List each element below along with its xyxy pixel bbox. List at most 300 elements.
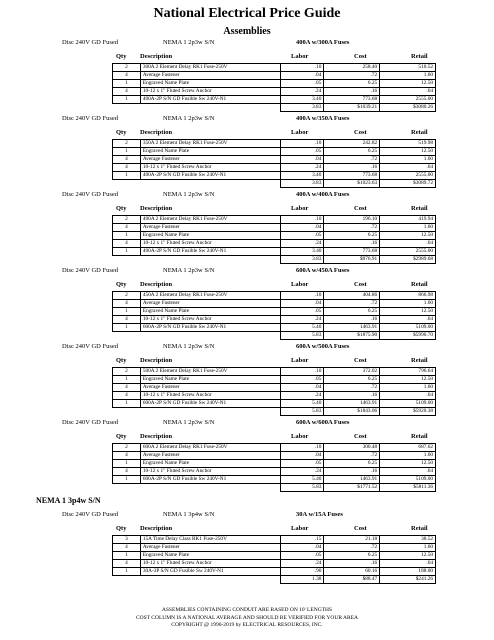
total-spacer [140,484,280,492]
cell-cost: 1463.91 [324,476,380,484]
assembly-amperage: 600A w/450A Fuses [296,267,350,274]
assembly-heading [0,418,494,430]
total-row [113,332,436,340]
table-row [113,300,436,308]
table-row [113,224,436,232]
page-title: National Electrical Price Guide [153,6,341,21]
cell-retail: 5109.00 [380,400,436,408]
header-description: Description [140,281,173,288]
total-retail: $5811.36 [380,484,436,492]
total-spacer [140,180,280,188]
assembly-heading [0,38,494,50]
total-spacer [113,256,141,264]
cell-labor: .24 [280,164,324,172]
assembly-type: NEMA 1 2p3w S/N [163,39,215,46]
cell-retail: .64 [380,392,436,400]
table-row [113,536,436,544]
assembly-heading [0,266,494,278]
assembly-heading [0,190,494,202]
table-row [113,248,436,256]
total-labor: 3.83 [280,180,324,188]
cell-labor: .05 [280,552,324,560]
header-retail: Retail [411,129,428,136]
cell-labor: .24 [280,560,324,568]
assembly-heading [0,114,494,126]
cell-retail: 1.60 [380,72,436,80]
cell-cost: .72 [324,384,380,392]
cell-labor: .15 [280,536,324,544]
cell-qty: 1 [113,400,141,408]
cell-description: 600A 2 Element Delay RK1 Fuse-250V [140,444,280,452]
cell-qty: 4 [113,560,141,568]
cell-retail: 1.60 [380,384,436,392]
cell-labor: .05 [280,80,324,88]
cell-description: Engraved Name Plate [140,552,280,560]
cell-description: 10-12 x 1" Fluted Screw Anchor [140,316,280,324]
cell-description: 10-12 x 1" Fluted Screw Anchor [140,164,280,172]
cell-retail: 1.60 [380,224,436,232]
assembly-prefix: Disc 240V GD Fused [62,267,119,274]
cell-qty: 1 [113,324,141,332]
page-subtitle: Assemblies [223,26,271,37]
cell-retail: 12.50 [380,552,436,560]
cell-description: 400A 2 Element Delay RK1 Fuse-250V [140,216,280,224]
column-header-row [0,280,494,291]
cell-cost: 773.68 [324,172,380,180]
header-labor: Labor [291,129,309,136]
table-row [113,444,436,452]
cell-qty: 4 [113,392,141,400]
cell-cost: 6.25 [324,148,380,156]
cell-labor: .05 [280,376,324,384]
cell-description: 15A Time Delay Class RK1 Fuse-250V [140,536,280,544]
cell-cost: 300.48 [324,444,380,452]
total-retail: $241.26 [380,576,436,584]
total-labor: 5.83 [280,484,324,492]
table-row [113,240,436,248]
cell-cost: .72 [324,72,380,80]
cell-retail: 188.00 [380,568,436,576]
cell-qty: 1 [113,148,141,156]
category-heading: NEMA 1 3p4w S/N [36,496,101,505]
table-row [113,156,436,164]
cell-labor: .05 [280,148,324,156]
cell-retail: .64 [380,88,436,96]
cell-qty: 4 [113,384,141,392]
cell-cost: 21.18 [324,536,380,544]
cell-description: 10-12 x 1" Fluted Screw Anchor [140,88,280,96]
assembly-amperage: 600A w/600A Fuses [296,419,350,426]
cell-labor: .04 [280,72,324,80]
total-spacer [113,104,141,112]
cell-retail: 12.50 [380,148,436,156]
column-header-row [0,204,494,215]
cell-labor: .10 [280,140,324,148]
page-footer [0,607,494,630]
assembly-type: NEMA 1 2p3w S/N [163,419,215,426]
cell-cost: .16 [324,88,380,96]
cell-retail: .64 [380,164,436,172]
assembly-heading [0,342,494,354]
cell-labor: 3.40 [280,96,324,104]
header-labor: Labor [291,433,309,440]
cell-labor: .04 [280,300,324,308]
header-description: Description [140,205,173,212]
total-spacer [113,408,141,416]
total-spacer [140,332,280,340]
cell-retail: 2555.00 [380,248,436,256]
total-row [113,576,436,584]
cell-description: 10-12 x 1" Fluted Screw Anchor [140,560,280,568]
cell-description: Average Fastener [140,300,280,308]
cell-retail: 2555.00 [380,96,436,104]
cell-cost: 6.25 [324,552,380,560]
table-row [113,216,436,224]
assembly-table [112,139,436,188]
cell-retail: .64 [380,468,436,476]
cell-description: Engraved Name Plate [140,308,280,316]
cell-qty: 3 [113,536,141,544]
cell-qty: 1 [113,232,141,240]
table-row [113,392,436,400]
header-labor: Labor [291,281,309,288]
header-description: Description [140,129,173,136]
cell-qty: 2 [113,216,141,224]
cell-description: Engraved Name Plate [140,376,280,384]
table-row [113,568,436,576]
cell-qty: 4 [113,316,141,324]
cell-description: Average Fastener [140,224,280,232]
total-spacer [140,256,280,264]
table-row [113,96,436,104]
assembly-type: NEMA 1 2p3w S/N [163,115,215,122]
total-cost: $976.91 [324,256,380,264]
total-cost: $1771.52 [324,484,380,492]
cell-labor: .04 [280,384,324,392]
cell-retail: 2555.00 [380,172,436,180]
cell-labor: .10 [280,292,324,300]
cell-retail: 38.52 [380,536,436,544]
cell-cost: 1463.91 [324,400,380,408]
cell-cost: 6.25 [324,80,380,88]
cell-description: Average Fastener [140,72,280,80]
column-header-row [0,128,494,139]
column-header-row [0,52,494,63]
total-row [113,484,436,492]
header-labor: Labor [291,205,309,212]
cell-qty: 4 [113,452,141,460]
cell-labor: .10 [280,368,324,376]
column-header-row [0,356,494,367]
cell-retail: 1.60 [380,300,436,308]
total-retail: $2989.68 [380,256,436,264]
cell-retail: 12.50 [380,460,436,468]
header-retail: Retail [411,205,428,212]
cell-qty: 1 [113,80,141,88]
total-spacer [113,332,141,340]
cell-qty: 4 [113,300,141,308]
header-qty: Qty [116,281,127,288]
table-row [113,476,436,484]
total-cost: $1039.21 [324,104,380,112]
cell-description: 600A-2P S/N GD Fusible Sw 240V-N1 [140,476,280,484]
cell-retail: .64 [380,240,436,248]
cell-retail: 1.60 [380,544,436,552]
cell-cost: 6.25 [324,376,380,384]
total-labor: 3.83 [280,104,324,112]
cell-qty: 2 [113,368,141,376]
total-labor: 3.83 [280,256,324,264]
cell-cost: 6.25 [324,232,380,240]
cell-labor: .05 [280,308,324,316]
total-labor: 5.83 [280,408,324,416]
header-qty: Qty [116,205,127,212]
cell-cost: 372.02 [324,368,380,376]
assembly-table [112,443,436,492]
total-spacer [113,484,141,492]
assembly-type: NEMA 1 3p4w S/N [163,511,215,518]
cell-description: Average Fastener [140,544,280,552]
cell-retail: 12.50 [380,232,436,240]
cell-qty: 1 [113,568,141,576]
cell-description: 600A-2P S/N GD Fusible Sw 240V-N1 [140,400,280,408]
cell-labor: .04 [280,156,324,164]
assembly-prefix: Disc 240V GD Fused [62,343,119,350]
total-retail: $3080.26 [380,104,436,112]
cell-labor: .10 [280,216,324,224]
header-cost: Cost [354,525,367,532]
cell-description: Average Fastener [140,156,280,164]
cell-description: Average Fastener [140,384,280,392]
header-labor: Labor [291,525,309,532]
cell-retail: 1.60 [380,156,436,164]
cell-retail: .64 [380,560,436,568]
total-cost: $1843.06 [324,408,380,416]
total-labor: 5.83 [280,332,324,340]
total-spacer [113,180,141,188]
column-header-row [0,432,494,443]
total-retail: $3089.72 [380,180,436,188]
cell-description: 600A-2P S/N GD Fusible Sw 240V-N1 [140,324,280,332]
cell-qty: 4 [113,468,141,476]
cell-retail: 419.94 [380,216,436,224]
table-row [113,64,436,72]
cell-description: Engraved Name Plate [140,80,280,88]
cell-description: 300A 2 Element Delay RK1 Fuse-250V [140,64,280,72]
header-qty: Qty [116,129,127,136]
cell-qty: 1 [113,172,141,180]
assembly-amperage: 400A w/350A Fuses [296,115,350,122]
footer-line: COST COLUMN IS A NATIONAL AVERAGE AND SHOULD BE VERIFIED FOR YOUR AREA [135,614,359,621]
header-retail: Retail [411,53,428,60]
cell-cost: .72 [324,452,380,460]
total-spacer [140,576,280,584]
header-description: Description [140,525,173,532]
assembly-sections [0,36,494,584]
cell-qty: 1 [113,460,141,468]
table-row [113,384,436,392]
assembly-table [112,535,436,584]
cell-qty: 4 [113,224,141,232]
cell-cost: 60.16 [324,568,380,576]
table-row [113,400,436,408]
cell-cost: .16 [324,240,380,248]
cell-qty: 4 [113,240,141,248]
cell-cost: .16 [324,164,380,172]
table-row [113,308,436,316]
table-row [113,468,436,476]
cell-qty: 2 [113,444,141,452]
cell-cost: .72 [324,156,380,164]
cell-labor: 3.40 [280,248,324,256]
cell-cost: 773.68 [324,248,380,256]
cell-qty: 2 [113,140,141,148]
cell-cost: 242.82 [324,140,380,148]
cell-labor: .24 [280,468,324,476]
header-qty: Qty [116,433,127,440]
cell-labor: .24 [280,88,324,96]
table-row [113,232,436,240]
cell-qty: 1 [113,248,141,256]
cell-retail: 12.50 [380,80,436,88]
table-row [113,316,436,324]
cell-retail: .64 [380,316,436,324]
total-row [113,104,436,112]
cell-retail: 510.52 [380,64,436,72]
cell-description: 500A 2 Element Delay RK1 Fuse-250V [140,368,280,376]
total-row [113,180,436,188]
assembly-table [112,215,436,264]
cell-cost: 1463.91 [324,324,380,332]
header-description: Description [140,357,173,364]
cell-retail: 519.98 [380,140,436,148]
header-description: Description [140,433,173,440]
header-cost: Cost [354,53,367,60]
total-retail: $5990.70 [380,332,436,340]
cell-labor: .24 [280,392,324,400]
cell-labor: .24 [280,240,324,248]
total-cost: $88.47 [324,576,380,584]
total-cost: $1875.90 [324,332,380,340]
cell-cost: .16 [324,316,380,324]
cell-description: Engraved Name Plate [140,148,280,156]
cell-cost: .72 [324,300,380,308]
assembly-prefix: Disc 240V GD Fused [62,115,119,122]
assembly-prefix: Disc 240V GD Fused [62,191,119,198]
cell-cost: .72 [324,224,380,232]
assembly-prefix: Disc 240V GD Fused [62,511,119,518]
assembly-type: NEMA 1 2p3w S/N [163,191,215,198]
cell-description: Average Fastener [140,452,280,460]
cell-description: Engraved Name Plate [140,460,280,468]
assembly-prefix: Disc 240V GD Fused [62,39,119,46]
cell-cost: .16 [324,392,380,400]
header-retail: Retail [411,433,428,440]
cell-retail: 12.50 [380,376,436,384]
cell-labor: .04 [280,544,324,552]
cell-cost: .72 [324,544,380,552]
total-spacer [113,576,141,584]
cell-labor: .05 [280,232,324,240]
cell-retail: 796.64 [380,368,436,376]
cell-labor: 5.40 [280,324,324,332]
total-cost: $1023.63 [324,180,380,188]
cell-qty: 4 [113,88,141,96]
assembly-table [112,291,436,340]
cell-retail: 5109.00 [380,476,436,484]
header-qty: Qty [116,525,127,532]
cell-cost: 404.86 [324,292,380,300]
table-row [113,72,436,80]
table-row [113,324,436,332]
total-labor: 1.38 [280,576,324,584]
table-row [113,164,436,172]
cell-description: Engraved Name Plate [140,232,280,240]
cell-qty: 2 [113,64,141,72]
assembly-amperage: 30A w/15A Fuses [296,511,343,518]
assembly-type: NEMA 1 2p3w S/N [163,267,215,274]
cell-qty: 1 [113,96,141,104]
table-row [113,140,436,148]
header-labor: Labor [291,357,309,364]
header-description: Description [140,53,173,60]
cell-cost: 773.68 [324,96,380,104]
header-retail: Retail [411,525,428,532]
cell-cost: 196.10 [324,216,380,224]
total-retail: $5920.38 [380,408,436,416]
cell-description: 10-12 x 1" Fluted Screw Anchor [140,240,280,248]
footer-line: COPYRIGHT @ 1996-2019 by ELECTRICAL RESOURCES, INC. [171,622,323,628]
cell-description: 400A-2P S/N GD Fusible Sw 240V-N1 [140,96,280,104]
cell-retail: 5109.00 [380,324,436,332]
cell-labor: .24 [280,316,324,324]
assembly-amperage: 400A w/400A Fuses [296,191,350,198]
table-row [113,292,436,300]
cell-qty: 4 [113,156,141,164]
header-retail: Retail [411,357,428,364]
cell-retail: 12.50 [380,308,436,316]
cell-description: 10-12 x 1" Fluted Screw Anchor [140,392,280,400]
assembly-table [112,63,436,112]
header-labor: Labor [291,53,309,60]
cell-description: 30A-3P S/N GD Fusible Sw 240V-N1 [140,568,280,576]
table-row [113,452,436,460]
assembly-prefix: Disc 240V GD Fused [62,419,119,426]
cell-labor: 3.40 [280,172,324,180]
assembly-table [112,367,436,416]
assembly-heading [0,510,494,522]
cell-cost: .16 [324,560,380,568]
cell-qty: 1 [113,476,141,484]
cell-description: 10-12 x 1" Fluted Screw Anchor [140,468,280,476]
table-row [113,88,436,96]
table-row [113,544,436,552]
cell-cost: 6.25 [324,308,380,316]
assembly-type: NEMA 1 2p3w S/N [163,343,215,350]
header-cost: Cost [354,281,367,288]
cell-labor: .10 [280,444,324,452]
cell-cost: 258.40 [324,64,380,72]
assembly-amperage: 600A w/500A Fuses [296,343,350,350]
table-row [113,460,436,468]
header-qty: Qty [116,357,127,364]
cell-qty: 1 [113,308,141,316]
cell-retail: 1.60 [380,452,436,460]
cell-cost: 6.25 [324,460,380,468]
cell-qty: 4 [113,164,141,172]
header-cost: Cost [354,433,367,440]
total-spacer [140,408,280,416]
